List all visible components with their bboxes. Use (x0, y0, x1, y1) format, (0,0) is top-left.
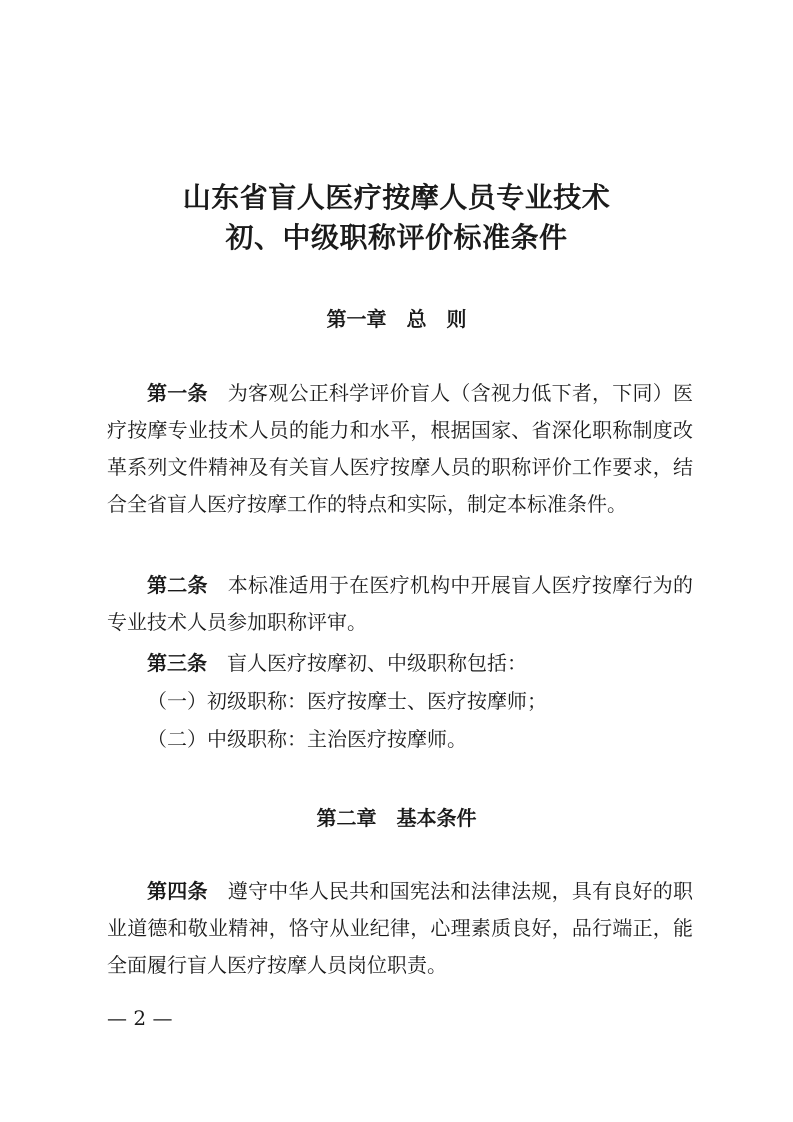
article-2-paragraph (107, 567, 693, 641)
article-1-text: 为客观公正科学评价盲人（含视力低下者，下同）医疗按摩专业技术人员的能力和水平，根据国家、省深化职称制度改革系列文件精神及有关盲人医疗按摩人员的职称评价工作要求，结合全省盲人医疗按摩工作的特点和实际，制定本标准条件。 (107, 381, 694, 516)
article-4-paragraph (107, 873, 693, 984)
list-item-1: （一）初级职称：医疗按摩士、医疗按摩师； (147, 689, 547, 713)
article-2-label: 第二条 (147, 573, 208, 597)
article-3-label: 第三条 (147, 651, 207, 675)
document-title-line-1: 山东省盲人医疗按摩人员专业技术 (182, 181, 611, 214)
article-3-paragraph (107, 645, 693, 682)
article-2-text: 本标准适用于在医疗机构中开展盲人医疗按摩行为的专业技术人员参加职称评审。 (107, 573, 694, 634)
page-number: — 2 — (107, 1006, 173, 1030)
article-3-text: 盲人医疗按摩初、中级职称包括： (227, 651, 527, 675)
document-title-line-2: 初、中级职称评价标准条件 (225, 221, 568, 254)
article-1-label: 第一条 (147, 381, 208, 405)
article-4-text: 遵守中华人民共和国宪法和法律法规，具有良好的职业道德和敬业精神，恪守从业纪律，心理素质良好，品行端正，能全面履行盲人医疗按摩人员岗位职责。 (107, 879, 694, 977)
article-4-label: 第四条 (147, 879, 208, 903)
article-1-paragraph (107, 375, 693, 523)
chapter-heading-1: 第一章 总 则 (326, 307, 467, 331)
chapter-heading-2: 第二章 基本条件 (316, 806, 477, 830)
list-item-2: （二）中级职称：主治医疗按摩师。 (147, 727, 467, 751)
